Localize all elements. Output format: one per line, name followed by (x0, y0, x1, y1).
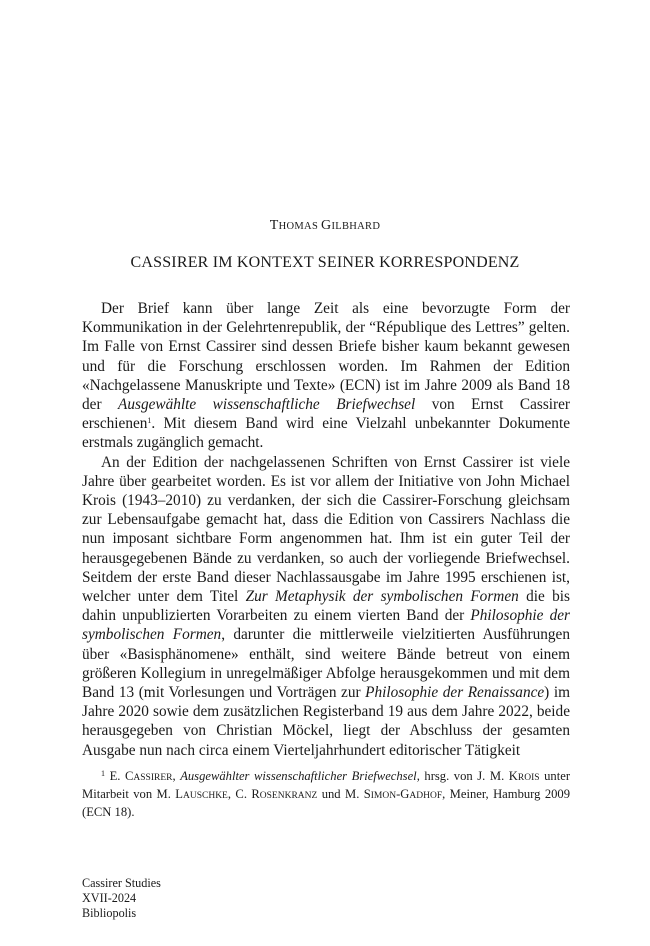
fn-rosenkranz-initial: R (251, 787, 260, 802)
journal-name: Cassirer Studies (82, 876, 161, 890)
fn-krois-rest: ROIS (517, 773, 540, 783)
p2-italic-title-2: Philosophie der symbolischen Formen (82, 607, 571, 644)
p1-text-d: . Mit diesem Band wird eine Vielzahl unbekannter Dokumente erstmals zugänglich gemacht. (82, 415, 570, 452)
p2-italic-title-3: Philosophie der Renaissance (365, 684, 545, 702)
article-title: CASSIRER IM KONTEXT SEINER KORRESPONDENZ (130, 254, 520, 271)
footnote-text (82, 768, 570, 821)
author-first-rest: HOMAS (278, 221, 322, 232)
fn-text: - (396, 787, 401, 802)
fn-simon-initial: S (363, 787, 371, 802)
fn-italic-title: Ausgewählter wissenschaftlicher Briefwechsel (180, 769, 417, 783)
fn-lauschke-initial: L (175, 787, 183, 802)
fn-text: , C. (227, 787, 252, 802)
fn-text: , Meiner, Hamburg 2009 (ECN 18). (82, 787, 571, 820)
fn-cassirer-rest: ASSIRER (133, 773, 173, 783)
p2-text-c: die bis dahin unpublizierten Vorarbeiten zu einem vierten Band der (82, 588, 570, 625)
fn-text: unter Mitarbeit von M. (82, 769, 571, 802)
footnote-1 (82, 768, 570, 821)
p1-italic-title: Ausgewählte wissenschaftliche Briefwechsel (118, 396, 416, 414)
author-last-rest: ILBHARD (331, 221, 381, 232)
fn-krois-initial: K (508, 769, 518, 783)
fn-gadhof-rest: ADHOF (409, 791, 443, 802)
journal-volume: XVII-2024 (82, 890, 137, 905)
footnote-ref-1[interactable]: 1 (147, 416, 152, 426)
journal-imprint (82, 876, 161, 920)
fn-cassirer-initial: C (124, 769, 134, 783)
paragraph-2 (82, 453, 570, 760)
fn-text: , hrsg. von J. M. (416, 769, 509, 783)
p2-text-e: , darunter die mittlerweile vielzitierten Ausführungen über «Basisphänomene» enthält, sind weitere Bände betreut von einem größeren Kollegium in unregelmäßiger Abfolge herausgekommen und mit dem Band 13 (mit Vorlesungen und Vorträgen zur (82, 626, 570, 702)
fn-rosenkranz-rest: OSENKRANZ (259, 791, 318, 802)
author-last-initial: G (321, 218, 332, 233)
article-body (82, 299, 570, 760)
p1-text-a: Der Brief kann über lange Zeit als eine bevorzugte Form der Kommunikation in der Gelehrtenrepublik, der “République des Lettres” gelten. Im Falle von Ernst Cassirer sind dessen Briefe bisher kaum bekannt gewesen und für die Forschung erschlossen worden. Im Rahmen der Edition «Nachgelassene Manuskripte und Texte» (ECN) ist im Jahre 2009 als Band 18 der (82, 300, 570, 414)
fn-text: E. (105, 769, 125, 783)
footnote-mark: 1 (101, 769, 105, 778)
p2-text-a: An der Edition der nachgelassenen Schriften von Ernst Cassirer ist viele Jahre über gearbeitet worden. Es ist vor allem der Initiative von John Michael Krois (1943–2010) zu verdanken, der sich die Cassirer-Forschung gleichsam zur Lebensaufgabe gemacht hat, dass die Edition von Cassirers Nachlass die nun imposant sichtbare Form angenommen hat. Ihm ist ein guter Teil der herausgegebenen Bände zu verdanken, so auch der vorliegende Briefwechsel. Seitdem der erste Band dieser Nachlassausgabe im Jahre 1995 erschienen ist, welcher unter dem Titel (82, 453, 570, 606)
fn-gadhof-initial: G (400, 787, 410, 802)
fn-text: und M. (317, 787, 364, 802)
p2-text-g: ) im Jahre 2020 sowie dem zusätzlichen Registerband 19 aus dem Jahre 2022, beide herausgegeben von Christian Möckel, liegt der Abschluss der gesamten Ausgabe nun nach circa einem Vierteljahrhundert editorischer Tätigkeit (82, 684, 570, 759)
author-name (0, 218, 650, 234)
fn-simon-rest: IMON (370, 791, 397, 802)
p2-italic-title-1: Zur Metaphysik der symbolischen Formen (245, 588, 519, 606)
fn-text: , (172, 769, 181, 783)
author-first-initial: T (269, 218, 279, 233)
publisher-name: Bibliopolis (82, 905, 137, 920)
p1-text-c: von Ernst Cassirer erschienen (82, 396, 570, 433)
paragraph-1 (82, 299, 570, 453)
fn-lauschke-rest: AUSCHKE (183, 791, 228, 802)
